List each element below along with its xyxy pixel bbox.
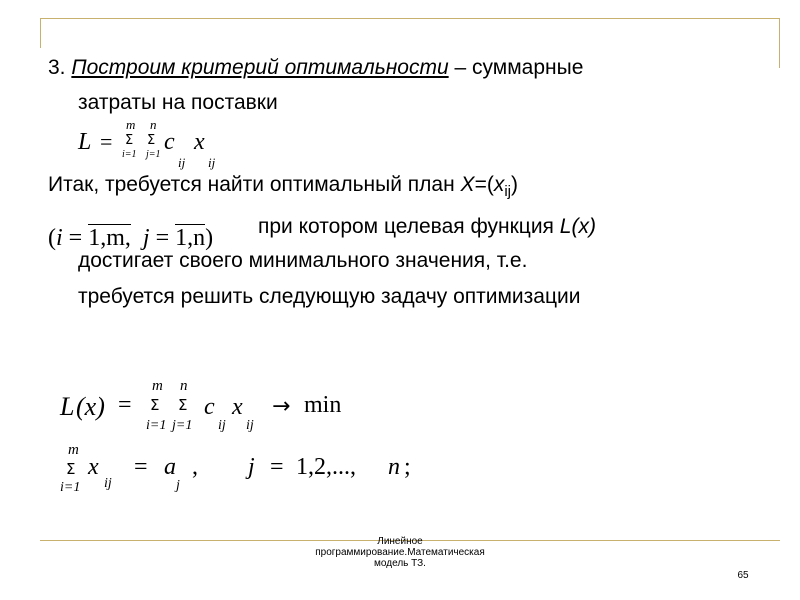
range-i: i: [56, 225, 63, 251]
page-number: 65: [737, 570, 749, 581]
formula1-x: x: [194, 129, 205, 155]
range-eq1: =: [68, 225, 83, 251]
formula3-a-sub: j: [176, 478, 180, 493]
formula2-min: min: [304, 392, 342, 418]
point-number: 3.: [48, 56, 72, 79]
formula2-L: L: [60, 392, 75, 421]
formula2-c-sub: ij: [218, 418, 226, 433]
plan-close: ): [511, 173, 518, 196]
footer-line2: программирование.Математическая: [315, 547, 485, 558]
formula1-sum2-bottom: j=1: [146, 149, 161, 160]
formula2-paren: (x): [76, 392, 105, 421]
plan-eq-paren: =(: [474, 173, 494, 196]
formula2-x: x: [232, 394, 243, 420]
formula2-sum1-bottom: i=1: [146, 418, 167, 433]
formula1-sum1-top: m: [126, 117, 136, 132]
point-3-line2: затраты на поставки: [78, 91, 278, 114]
formula1-eq: =: [100, 129, 113, 154]
range-i-values: 1,m,: [88, 225, 131, 251]
formula2-arrow: →: [272, 394, 291, 419]
formula1-sigma1: Σ: [125, 133, 134, 148]
formula2-sigma2: Σ: [178, 396, 188, 414]
formula1-c: c: [164, 129, 175, 155]
reach-line: достигает своего минимального значения, т.е.: [78, 249, 528, 272]
footer-line3: модель ТЗ.: [374, 558, 426, 569]
formula3-j: j: [248, 454, 255, 480]
plan-X: X: [460, 173, 475, 196]
formula3-sigma: Σ: [66, 460, 76, 478]
task-line: требуется решить следующую задачу оптимизации: [78, 285, 581, 308]
formula1-sum2-top: n: [150, 117, 157, 132]
target-Lx: L(x): [559, 215, 596, 238]
formula3-semicolon: ;: [404, 454, 411, 480]
formula2-eq: =: [118, 392, 132, 418]
point-rest: – суммарные: [448, 56, 584, 79]
formula1-sigma2: Σ: [147, 133, 156, 148]
formula-cost: [78, 115, 258, 175]
formula2-c: c: [204, 394, 215, 420]
formula2-sum1-top: m: [152, 378, 163, 394]
formula1-L: L: [78, 129, 92, 155]
formula3-sum-bottom: i=1: [60, 480, 81, 495]
target-line: [258, 214, 596, 240]
range-close: ): [205, 225, 214, 251]
formula1-sum1-bottom: i=1: [122, 149, 137, 160]
formula3-eq: =: [134, 454, 148, 480]
formula3-x-sub: ij: [104, 476, 112, 491]
right-rule: [779, 18, 780, 68]
range-open: (: [48, 225, 56, 251]
formula3-x: x: [88, 454, 99, 480]
target-text: при котором целевая функция: [258, 215, 560, 238]
formula2-sum2-bottom: j=1: [172, 418, 193, 433]
formula3-a: a: [164, 454, 176, 480]
plan-x: x: [493, 173, 505, 196]
range-j: j: [142, 225, 150, 251]
formula-objective: [60, 378, 380, 440]
point-3-line: [48, 55, 583, 81]
point-heading: Построим критерий оптимальности: [71, 56, 449, 79]
range-eq2: =: [155, 225, 170, 251]
range-j-values: 1,n: [175, 225, 206, 251]
formula1-c-sub: ij: [178, 155, 186, 170]
formula2-sum2-top: n: [180, 378, 188, 394]
left-rule: [40, 18, 41, 48]
formula3-eq2: =: [270, 454, 284, 480]
itak-line: [48, 172, 518, 205]
formula3-sum-top: m: [68, 442, 79, 458]
plan-x-sub: ij: [504, 183, 511, 201]
formula-constraint: [60, 442, 440, 502]
formula3-values: 1,2,...,: [296, 454, 356, 480]
top-rule: [40, 18, 780, 19]
itak-text: Итак, требуется найти оптимальный план: [48, 173, 461, 196]
formula3-comma: ,: [192, 454, 198, 480]
footer-caption: [280, 536, 520, 569]
formula2-x-sub: ij: [246, 418, 254, 433]
formula1-x-sub: ij: [208, 155, 216, 170]
formula3-n: n: [388, 454, 400, 480]
formula2-sigma1: Σ: [150, 396, 160, 414]
footer-line1: Линейное: [377, 536, 423, 547]
